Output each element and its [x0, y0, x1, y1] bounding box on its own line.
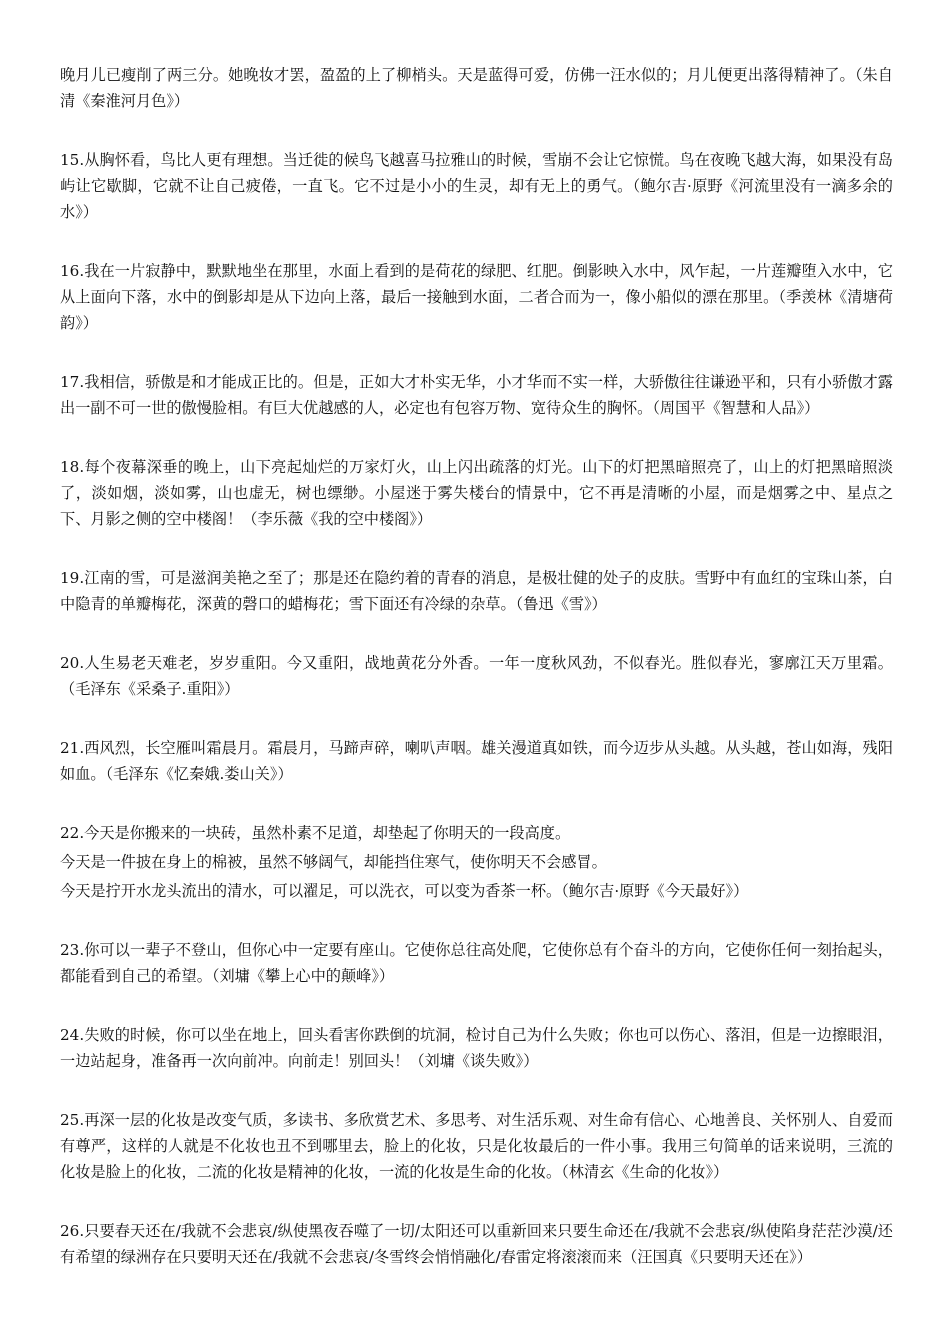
- paragraph-15: 15.从胸怀看，鸟比人更有理想。当迁徙的候鸟飞越喜马拉雅山的时候，雪崩不会让它惊慌。鸟在夜晚飞越大海，如果没有岛屿让它歇脚，它就不让自己疲倦，一直飞。它不过是小小的生灵，却有无上的勇气。（鲍尔吉·原野《河流里没有一滴多余的水》）: [60, 151, 893, 221]
- paragraph-25: 25.再深一层的化妆是改变气质，多读书、多欣赏艺术、多思考、对生活乐观、对生命有信心、心地善良、关怀别人、自爱而有尊严，这样的人就是不化妆也丑不到哪里去，脸上的化妆，只是化妆最后的一件小事。我用三句简单的话来说明，三流的化妆是脸上的化妆，二流的化妆是精神的化妆，一流的化妆是生命的化妆。（林清玄《生命的化妆》）: [60, 1111, 893, 1181]
- paragraph-21: 21.西风烈，长空雁叫霜晨月。霜晨月，马蹄声碎，喇叭声咽。雄关漫道真如铁，而今迈步从头越。从头越，苍山如海，残阳如血。（毛泽东《忆秦娥.娄山关》）: [60, 739, 893, 783]
- paragraph-24: 24.失败的时候，你可以坐在地上，回头看害你跌倒的坑洞，检讨自己为什么失败；你也可以伤心、落泪，但是一边擦眼泪，一边站起身，准备再一次向前冲。向前走！别回头！（刘墉《谈失败》）: [60, 1026, 893, 1070]
- paragraph-22-line-1: 22.今天是你搬来的一块砖，虽然朴素不足道，却垫起了你明天的一段高度。: [60, 824, 571, 842]
- paragraph-17: 17.我相信，骄傲是和才能成正比的。但是，正如大才朴实无华，小才华而不实一样，大骄傲往往谦逊平和，只有小骄傲才露出一副不可一世的傲慢脸相。有巨大优越感的人，必定也有包容万物、宽待众生的胸怀。（周国平《智慧和人品》）: [60, 373, 893, 417]
- paragraph-22-line-2: 今天是一件披在身上的棉被，虽然不够阔气，却能挡住寒气，使你明天不会感冒。: [60, 853, 607, 871]
- paragraph-26: 26.只要春天还在/我就不会悲哀/纵使黑夜吞噬了一切/太阳还可以重新回来只要生命还在/我就不会悲哀/纵使陷身茫茫沙漠/还有希望的绿洲存在只要明天还在/我就不会悲哀/冬雪终会悄悄融化/春雷定将滚滚而来（汪国真《只要明天还在》）: [60, 1222, 893, 1266]
- paragraph-16: 16.我在一片寂静中，默默地坐在那里，水面上看到的是荷花的绿肥、红肥。倒影映入水中，风乍起，一片莲瓣堕入水中，它从上面向下落，水中的倒影却是从下边向上落，最后一接触到水面，二者合而为一，像小船似的漂在那里。（季羡林《清塘荷韵》）: [60, 262, 893, 332]
- paragraph-14-tail: 晚月儿已瘦削了两三分。她晚妆才罢，盈盈的上了柳梢头。天是蓝得可爱，仿佛一汪水似的；月儿便更出落得精神了。（朱自清《秦淮河月色》）: [60, 66, 893, 110]
- paragraph-22: [60, 820, 893, 904]
- paragraph-23: 23.你可以一辈子不登山，但你心中一定要有座山。它使你总往高处爬，它使你总有个奋斗的方向，它使你任何一刻抬起头，都能看到自己的希望。（刘墉《攀上心中的颠峰》）: [60, 941, 893, 985]
- paragraph-22-line-3: 今天是拧开水龙头流出的清水，可以濯足，可以洗衣，可以变为香茶一杯。（鲍尔吉·原野《今天最好》）: [60, 882, 749, 900]
- paragraph-20: 20.人生易老天难老，岁岁重阳。今又重阳，战地黄花分外香。一年一度秋风劲，不似春光。胜似春光，寥廓江天万里霜。（毛泽东《采桑子.重阳》）: [60, 654, 893, 698]
- paragraph-18: 18.每个夜幕深垂的晚上，山下亮起灿烂的万家灯火，山上闪出疏落的灯光。山下的灯把黑暗照亮了，山上的灯把黑暗照淡了，淡如烟，淡如雾，山也虚无，树也缥缈。小屋迷于雾失楼台的情景中，它不再是清晰的小屋，而是烟雾之中、星点之下、月影之侧的空中楼阁！（李乐薇《我的空中楼阁》）: [60, 458, 893, 528]
- paragraph-19: 19.江南的雪，可是滋润美艳之至了；那是还在隐约着的青春的消息，是极壮健的处子的皮肤。雪野中有血红的宝珠山茶，白中隐青的单瓣梅花，深黄的磬口的蜡梅花；雪下面还有冷绿的杂草。（鲁迅《雪》）: [60, 569, 893, 613]
- document-page: [60, 62, 893, 1303]
